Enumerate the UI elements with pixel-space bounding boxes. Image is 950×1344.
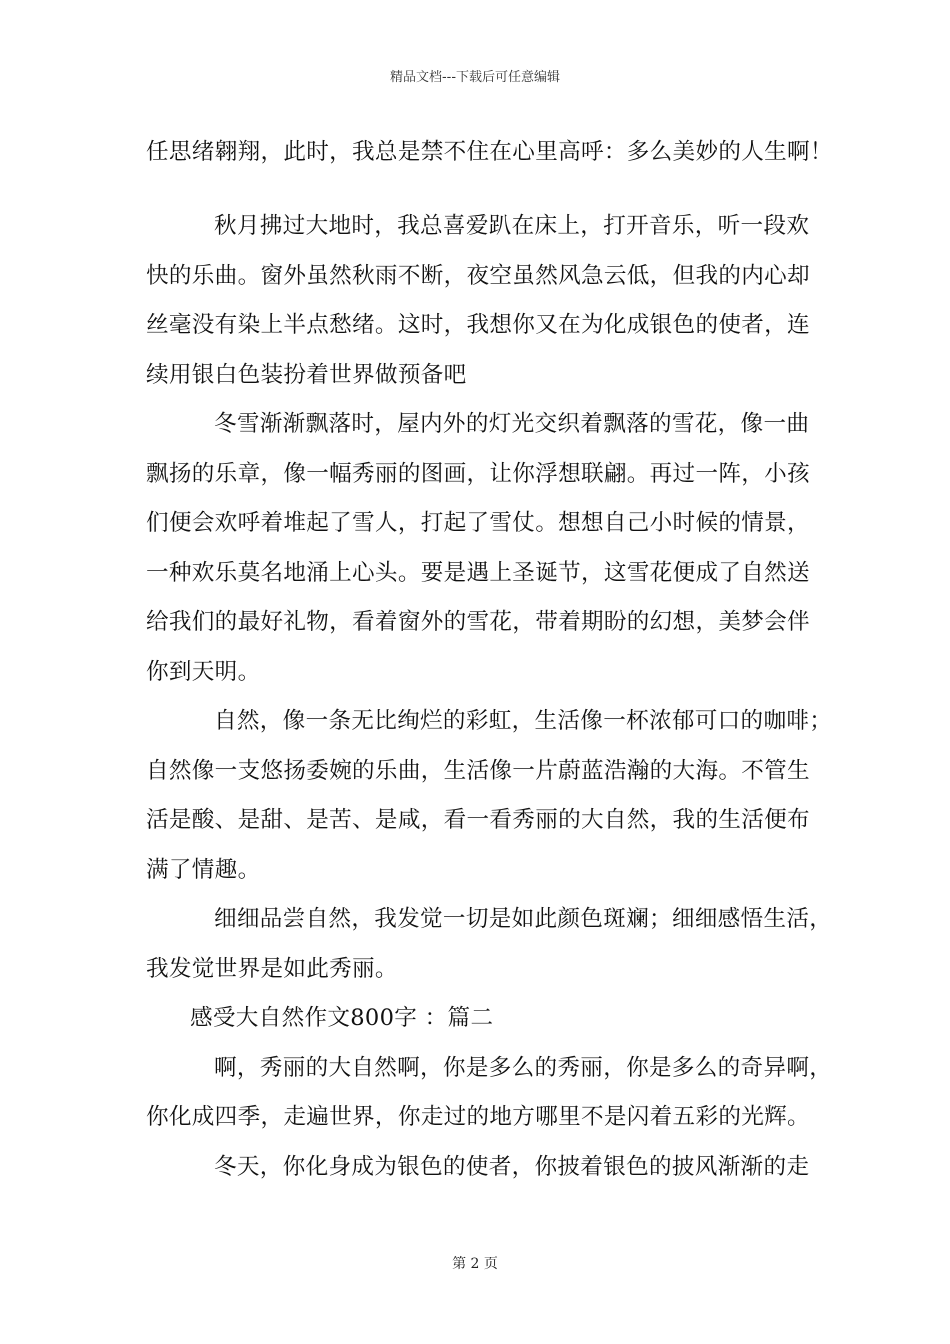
text-line: 秋月拂过大地时，我总喜爱趴在床上，打开音乐，听一段欢 xyxy=(214,213,810,239)
text-line: 我发觉世界是如此秀丽。 xyxy=(146,955,398,982)
text-line: 飘扬的乐章，像一幅秀丽的图画，让你浮想联翩。再过一阵，小孩 xyxy=(146,460,810,487)
text-line: 活是酸、是甜、是苦、是咸，看一看秀丽的大自然，我的生活便布 xyxy=(146,807,810,833)
text-line: 一种欢乐莫名地涌上心头。要是遇上圣诞节，这雪花便成了自然送 xyxy=(146,559,810,586)
text-line: 你到天明。 xyxy=(146,658,261,685)
text-line: 快的乐曲。窗外虽然秋雨不断，夜空虽然风急云低，但我的内心却 xyxy=(146,262,810,289)
text-line: 细细品尝自然，我发觉一切是如此颜色斑斓；细细感悟生活， xyxy=(214,906,833,932)
text-line: 冬雪渐渐飘落时，屋内外的灯光交织着飘落的雪花，像一曲 xyxy=(214,411,810,437)
text-line: 自然，像一条无比绚烂的彩虹，生活像一杯浓郁可口的咖啡； xyxy=(214,708,833,734)
section-title: 感受大自然作文800字 ：篇二 xyxy=(190,1005,494,1031)
text-line: 续用银白色装扮着世界做预备吧 xyxy=(146,361,467,388)
paragraph-autumn xyxy=(146,202,833,1192)
text-line: 啊，秀丽的大自然啊，你是多么的秀丽，你是多么的奇异啊， xyxy=(214,1054,833,1081)
text-line: 自然像一支悠扬委婉的乐曲，生活像一片蔚蓝浩瀚的大海。不管生 xyxy=(146,757,810,784)
text-line: 们便会欢呼着堆起了雪人，打起了雪仗。想想自己小时候的情景， xyxy=(146,510,810,536)
page-header: 精品文档---下载后可任意编辑 xyxy=(389,70,561,85)
text-line: 丝毫没有染上半点愁绪。这时，我想你又在为化成银色的使者，连 xyxy=(146,312,810,338)
text-line: 给我们的最好礼物，看着窗外的雪花，带着期盼的幻想，美梦会伴 xyxy=(146,609,810,635)
page-number: 第 2 页 xyxy=(452,1256,498,1272)
text-line: 满了情趣。 xyxy=(146,856,261,883)
text-line: 你化成四季，走遍世界，你走过的地方哪里不是闪着五彩的光辉。 xyxy=(146,1104,810,1130)
body-text xyxy=(146,128,833,178)
text-line: 冬天，你化身成为银色的使者，你披着银色的披风渐渐的走 xyxy=(214,1153,810,1180)
text-line: 任思绪翱翔，此时，我总是禁不住在心里高呼：多么美妙的人生啊！ xyxy=(146,139,833,165)
